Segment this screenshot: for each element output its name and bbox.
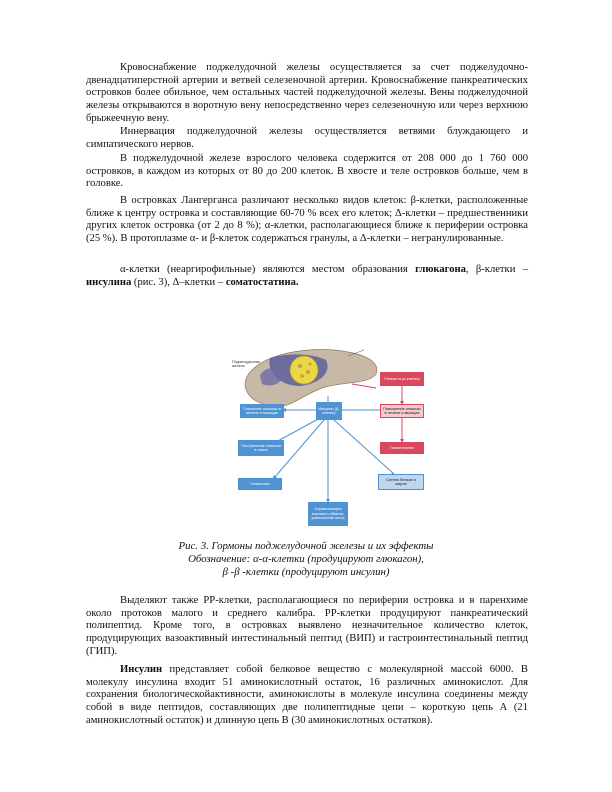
figure-caption-legend-2: β -β -клетки (продуцируют инсулин) (222, 566, 390, 578)
normalization-box: Нормализация жирового обмена, уменьшение кетоз (308, 502, 348, 526)
paragraph-hormones (86, 264, 528, 289)
protein-synthesis-box: Синтез белков и жиров (378, 474, 424, 490)
glycogenolysis-box: Гликогенолиз (380, 442, 424, 454)
insulin-term: инсулина (86, 276, 132, 288)
hormones-text-3: (рис. 3), Δ–клетки – (131, 276, 226, 288)
islet-dot (308, 362, 311, 365)
islet-dot (298, 364, 302, 368)
pancreas-hormones-figure (230, 344, 424, 532)
paragraph-pp-cells: Выделяют также РР-клетки, располагающиеся по периферии островка и в паренхиме около протоков малого и среднего калибра. РР-клетки продуцируют панкреатический полипептид. Кроме того, в островках выявлено незначительное количество клеток, продуцирующих вазоактивный интестинальный пептид (ВИП) и гастроинтестинальный пептид (ГИП). (86, 595, 528, 657)
islet-dot (300, 374, 304, 378)
insulin-heading-term: Инсулин (120, 664, 163, 675)
glucagon-term: глюкагона (415, 264, 466, 275)
paragraph-cell-types: В островках Лангерганса различают несколько видов клеток: β-клетки, расположенные ближе к центру островка и составляющие 60-70 % всех его клеток; Δ-клетки – предшественники других клеток островка (от 2 до 8 %); α-клетки, располагающиеся ближе к периферии островка (25 %). В протоплазме α- и β-клеток содержаться гранулы, а Δ-клетки – негранулированные. (86, 195, 528, 245)
somatostatin-term: соматостатина. (225, 276, 299, 288)
paragraph-blood-supply: Кровоснабжение поджелудочной железы осуществляется за счет поджелудочно-двенадцатиперстной артерии и ветвей селезеночной артерии. Кровоснабжение панкреатических островков более обильное, чем остальных частей поджелудочной железы. Вены поджелудочной железы открываются в воротную вену непосредственно через селезеночную или через верхнюю брыжеечную вену. (86, 62, 528, 124)
hormones-text-2: , β-клетки – (465, 264, 528, 275)
insulin-box: Инсулин (β-клетки) (316, 402, 342, 420)
figure-caption-title: Рис. 3. Гормоны поджелудочной железы и их эффекты (178, 540, 434, 552)
gland-label: Поджелудочная железа (232, 360, 260, 369)
paragraph-innervation: Иннервация поджелудочной железы осуществляется ветвями блуждающего и симпатического нервов. (86, 126, 528, 150)
paragraph-insulin (86, 664, 528, 728)
increase-glucose-box: Повышение глюкозы в печени и мышцах (380, 404, 424, 418)
figure-caption-legend-1: Обозначение: α-α-клетки (продуцируют глюкагон), (188, 553, 424, 565)
glucose-uptake-box: Поступление глюкозы в ткани (238, 440, 284, 456)
islet-circle (290, 356, 318, 384)
islet-dot (306, 370, 310, 374)
glucagon-box: Глюкагон (α-клетки) (380, 372, 424, 386)
decrease-glucose-box: Снижение глюкозы в печени и мышцах (240, 404, 284, 418)
hormones-text-1: α-клетки (неаргирофильные) являются местом образования (120, 264, 416, 275)
insulin-description: представляет собой белковое вещество с молекулярной массой 6000. В молекулу инсулина входит 51 аминокислотный остаток, 16 различных аминокислот. Для сохранения биологическойактивности, аминокислоты в молекуле инсулина соединены между собой в виде пептидов, составляющих две полипептидные цепи – короткую цепь А (21 аминокислотный остаток) и длинную цепь В (30 аминокислотных остатков). (86, 664, 528, 726)
paragraph-islet-count: В поджелудочной железе взрослого человека содержится от 208 000 до 1 760 000 островков, в каждом из которых от 80 до 200 клеток. В хвосте и теле островков больше, чем в головке. (86, 153, 528, 190)
glycogenesis-box: Гликогенез (238, 478, 282, 490)
